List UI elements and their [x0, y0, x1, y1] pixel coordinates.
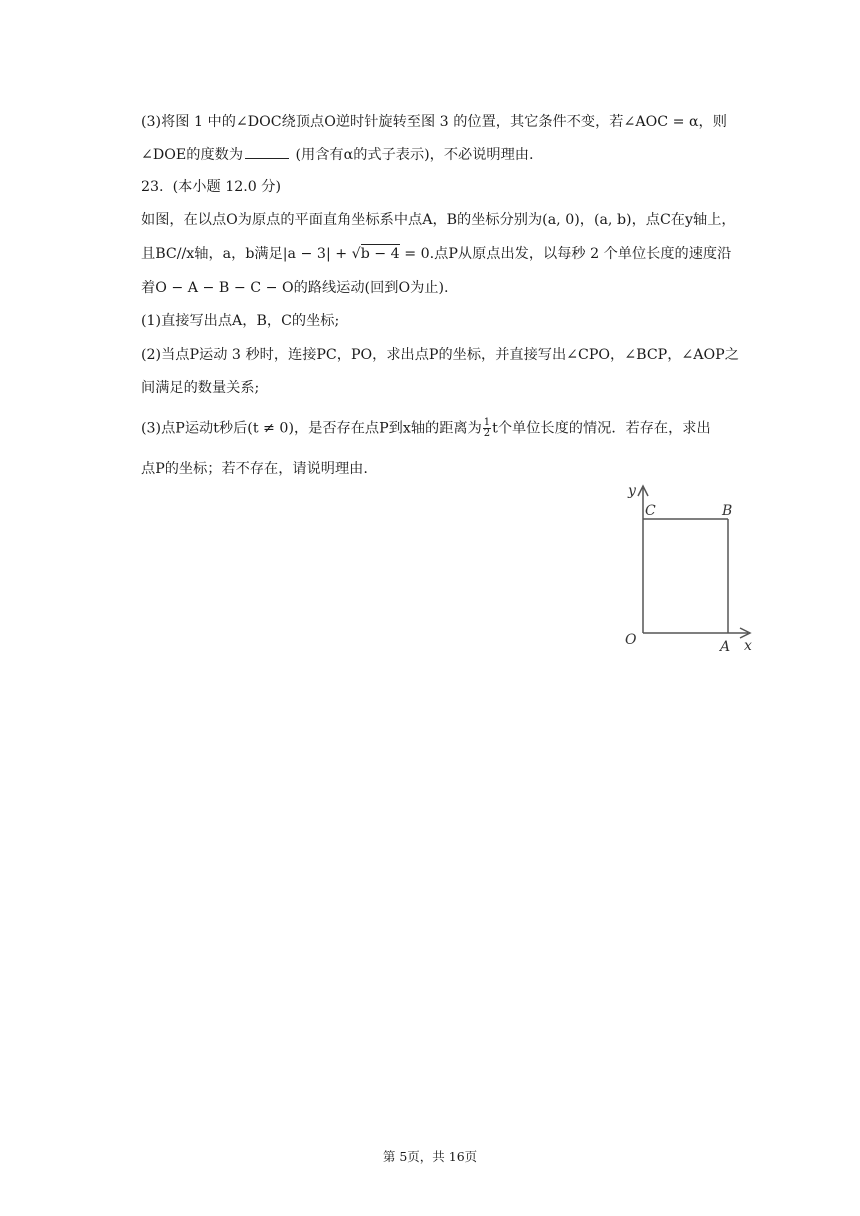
q23-header	[141, 177, 281, 197]
q23-header-text: 23. (本小题 12.0 分)	[141, 179, 282, 195]
q22-part3-text-b-pre: ∠DOE的度数为	[141, 147, 244, 163]
page-footer: 第 5页，共 16页	[382, 1149, 478, 1164]
q23-part2-text-b: 间满足的数量关系;	[141, 380, 260, 396]
q23-part2-line2	[141, 378, 259, 398]
fraction-one-half	[483, 418, 491, 439]
label-o: O	[625, 632, 637, 648]
q23-stem-line1	[141, 210, 736, 230]
q23-stem-text-3: 着O − A − B − C − O的路线运动(回到O为止).	[141, 280, 449, 296]
q22-part3-line2	[141, 145, 534, 165]
q23-part3-text-a-pre: (3)点P运动t秒后(t ≠ 0)，是否存在点P到x轴的距离为	[141, 420, 482, 437]
q23-stem-text-2-pre: 且BC//x轴，a，b满足|a − 3| +	[141, 246, 352, 262]
q23-stem-line2	[141, 244, 731, 264]
coordinate-figure	[610, 478, 770, 658]
q22-part3-line1	[141, 112, 727, 132]
q23-part3-text-b: 点P的坐标；若不存在，请说明理由.	[141, 461, 368, 477]
sqrt-radicand: b − 4	[360, 246, 400, 262]
q23-part1	[141, 311, 339, 331]
answer-blank	[245, 145, 289, 159]
q23-stem-text-1: 如图，在以点O为原点的平面直角坐标系中点A，B的坐标分别为(a, 0)，(a, b)，点C在y轴上，	[141, 212, 736, 228]
sqrt-symbol: √	[351, 246, 361, 262]
q22-part3-text-a: (3)将图 1 中的∠DOC绕顶点O逆时针旋转至图 3 的位置，其它条件不变，若∠AOC = α，则	[141, 114, 727, 130]
q23-stem-text-2-post: = 0.点P从原点出发，以每秒 2 个单位长度的速度沿	[399, 246, 732, 262]
q23-part3-line2	[141, 459, 368, 479]
q23-part2-text-a: (2)当点P运动 3 秒时，连接PC，PO，求出点P的坐标，并直接写出∠CPO，∠BCP，∠AOP之	[141, 347, 739, 363]
q23-part3-text-a-post: t个单位长度的情况．若存在，求出	[492, 420, 711, 437]
q23-part3-line1	[141, 418, 711, 439]
fraction-denominator: 2	[483, 428, 491, 439]
q23-stem-line3	[141, 278, 449, 298]
label-a: A	[720, 639, 731, 655]
label-x: x	[744, 638, 752, 654]
label-y: y	[628, 483, 636, 499]
label-b: B	[722, 503, 733, 519]
q23-part1-text: (1)直接写出点A，B，C的坐标;	[141, 313, 340, 329]
fraction-numerator: 1	[483, 417, 491, 428]
q22-part3-text-b-post: (用含有α的式子表示)，不必说明理由.	[291, 147, 534, 163]
label-c: C	[645, 503, 656, 519]
q23-part2-line1	[141, 345, 739, 365]
